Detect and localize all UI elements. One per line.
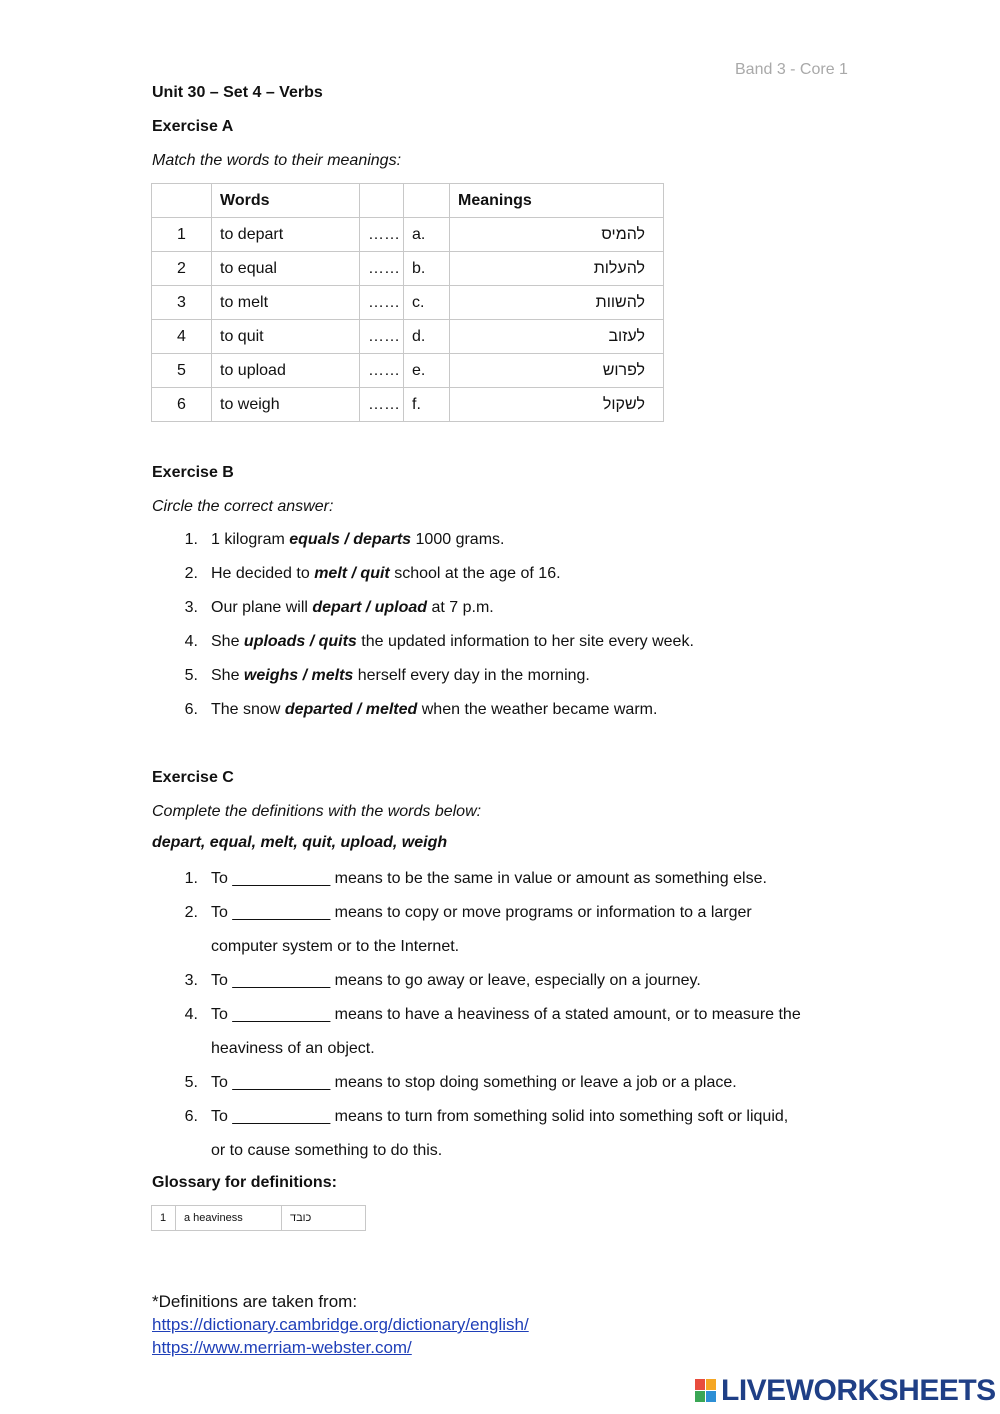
meaning-letter: b. (404, 252, 450, 286)
logo-text: LIVEWORKSHEETS (721, 1374, 996, 1407)
item-number: 5. (184, 1074, 198, 1091)
item-number: 6. (184, 701, 198, 718)
definition-text[interactable]: To ___________ means to be the same in value or amount as something else. (211, 870, 767, 887)
liveworksheets-logo (695, 1374, 996, 1408)
definition-text[interactable]: To ___________ means to turn from something solid into something soft or liquid, (211, 1108, 789, 1125)
glossary-term: a heaviness (176, 1206, 282, 1231)
answer-blank[interactable]: …… (360, 218, 404, 252)
column-header-meanings: Meanings (450, 184, 664, 218)
glossary-translation: כובד (282, 1206, 366, 1231)
glossary-number: 1 (152, 1206, 176, 1231)
definition-text-continued: heaviness of an object. (211, 1040, 375, 1057)
item-number: 2. (184, 904, 198, 921)
item-number: 4. (184, 1006, 198, 1023)
answer-blank[interactable]: …… (360, 388, 404, 422)
word-cell: to quit (212, 320, 360, 354)
table-row (152, 320, 664, 354)
table-row (152, 354, 664, 388)
exercise-b-instruction: Circle the correct answer: (152, 498, 334, 515)
sources-label: *Definitions are taken from: (152, 1292, 358, 1311)
answer-choice[interactable]: departed / melted (284, 701, 418, 718)
page-title: Unit 30 – Set 4 – Verbs (152, 84, 323, 101)
table-header-row (152, 184, 664, 218)
item-number: 1. (184, 531, 198, 548)
definition-text[interactable]: To ___________ means to copy or move programs or information to a larger (211, 904, 752, 921)
item-number: 3. (184, 599, 198, 616)
meaning-letter: a. (404, 218, 450, 252)
glossary-heading: Glossary for definitions: (152, 1174, 337, 1191)
exercise-c-heading: Exercise C (152, 769, 234, 786)
table-row (152, 388, 664, 422)
answer-choice[interactable]: equals / departs (289, 531, 412, 548)
sources-block (152, 1290, 529, 1359)
glossary-table (151, 1205, 366, 1231)
word-cell: to weigh (212, 388, 360, 422)
word-cell: to melt (212, 286, 360, 320)
band-label: Band 3 - Core 1 (735, 61, 848, 78)
exercise-c-instruction: Complete the definitions with the words below: (152, 803, 482, 820)
logo-blocks-icon (695, 1379, 717, 1403)
table-row (152, 1206, 366, 1231)
word-cell: to depart (212, 218, 360, 252)
meaning-cell: לשקול (450, 388, 664, 422)
row-number: 1 (152, 218, 212, 252)
meaning-letter: d. (404, 320, 450, 354)
meaning-cell: להשוות (450, 286, 664, 320)
answer-choice[interactable]: depart / upload (312, 599, 428, 616)
word-cell: to equal (212, 252, 360, 286)
answer-blank[interactable]: …… (360, 252, 404, 286)
item-number: 1. (184, 870, 198, 887)
item-number: 6. (184, 1108, 198, 1125)
answer-choice[interactable]: uploads / quits (243, 633, 357, 650)
exercise-a-heading: Exercise A (152, 118, 234, 135)
row-number: 6 (152, 388, 212, 422)
definition-text-continued: computer system or to the Internet. (211, 938, 460, 955)
item-number: 3. (184, 972, 198, 989)
exercise-a-instruction: Match the words to their meanings: (152, 152, 402, 169)
definition-text[interactable]: To ___________ means to stop doing something or leave a job or a place. (211, 1074, 737, 1091)
column-header-words: Words (212, 184, 360, 218)
exercise-b-heading: Exercise B (152, 464, 234, 481)
word-cell: to upload (212, 354, 360, 388)
matching-table (151, 183, 664, 422)
item-number: 4. (184, 633, 198, 650)
table-row (152, 218, 664, 252)
item-number: 5. (184, 667, 198, 684)
definition-text[interactable]: To ___________ means to have a heaviness of a stated amount, or to measure the (211, 1006, 801, 1023)
row-number: 2 (152, 252, 212, 286)
item-number: 2. (184, 565, 198, 582)
table-row (152, 286, 664, 320)
cambridge-link[interactable]: https://dictionary.cambridge.org/dictionary/english/ (152, 1315, 529, 1334)
row-number: 4 (152, 320, 212, 354)
definition-text[interactable]: To ___________ means to go away or leave, especially on a journey. (211, 972, 701, 989)
answer-choice[interactable]: weighs / melts (243, 667, 354, 684)
row-number: 3 (152, 286, 212, 320)
meaning-letter: f. (404, 388, 450, 422)
row-number: 5 (152, 354, 212, 388)
answer-blank[interactable]: …… (360, 320, 404, 354)
merriam-webster-link[interactable]: https://www.merriam-webster.com/ (152, 1338, 412, 1357)
meaning-cell: להעלות (450, 252, 664, 286)
answer-choice[interactable]: melt / quit (314, 565, 390, 582)
answer-blank[interactable]: …… (360, 354, 404, 388)
table-row (152, 252, 664, 286)
answer-blank[interactable]: …… (360, 286, 404, 320)
meaning-cell: לפרוש (450, 354, 664, 388)
meaning-cell: להמיס (450, 218, 664, 252)
meaning-letter: e. (404, 354, 450, 388)
definition-text-continued: or to cause something to do this. (211, 1142, 443, 1159)
word-bank: depart, equal, melt, quit, upload, weigh (152, 834, 448, 851)
meaning-cell: לעזוב (450, 320, 664, 354)
meaning-letter: c. (404, 286, 450, 320)
